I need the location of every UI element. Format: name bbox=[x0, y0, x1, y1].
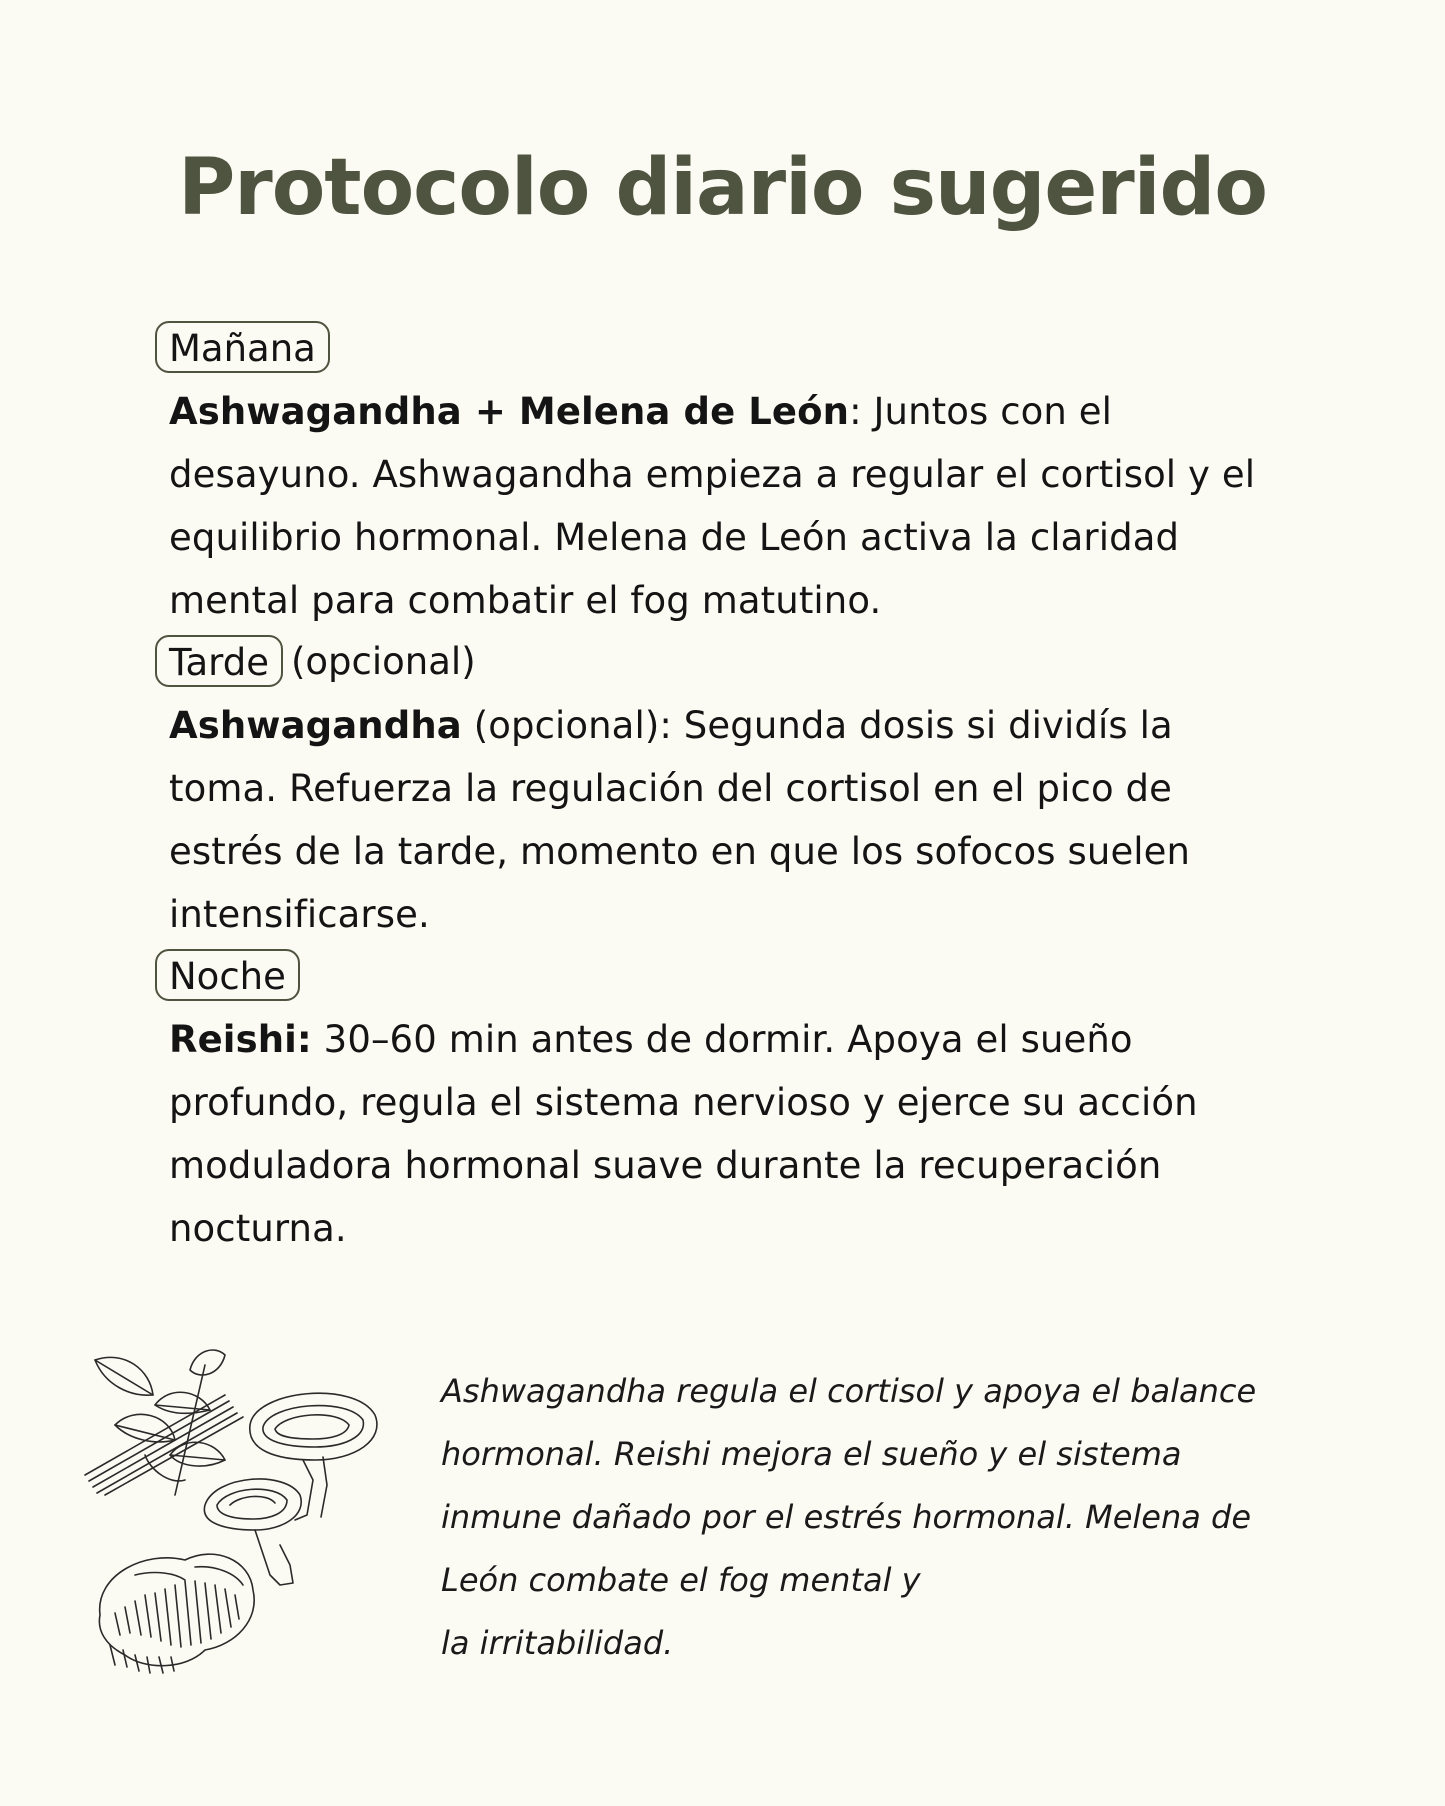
page-title: Protocolo diario sugerido bbox=[178, 143, 1267, 233]
lions-mane-mushroom-icon bbox=[99, 1554, 254, 1673]
afternoon-tag-suffix: (opcional) bbox=[290, 639, 476, 683]
section-label-row bbox=[155, 318, 1285, 376]
section-morning bbox=[155, 318, 1285, 632]
afternoon-description bbox=[169, 694, 1285, 946]
reishi-mushroom-icon bbox=[204, 1393, 377, 1585]
herb-bundle-icon bbox=[85, 1350, 243, 1495]
footer-note-line: Ashwagandha regula el cortisol y apoya el balance bbox=[441, 1372, 1257, 1410]
morning-text: : Juntos con el desayuno. Ashwagandha empieza a regular el cortisol y el equilibrio hormonal. Melena de León activa la claridad mental para combatir el fog matutino. bbox=[169, 390, 1256, 622]
night-text: 30–60 min antes de dormir. Apoya el sueño profundo, regula el sistema nervioso y ejerce su acción moduladora hormonal suave durante la recuperación nocturna. bbox=[169, 1018, 1198, 1250]
footer-note-line: hormonal. Reishi mejora el sueño y el sistema bbox=[441, 1435, 1182, 1473]
morning-tag: Mañana bbox=[155, 321, 330, 373]
afternoon-text: (opcional): Segunda dosis si dividís la toma. Refuerza la regulación del cortisol en el pico de estrés de la tarde, momento en que los sofocos suelen intensificarse. bbox=[169, 704, 1191, 936]
section-label-row bbox=[155, 946, 1285, 1004]
night-description bbox=[169, 1008, 1285, 1260]
morning-description bbox=[169, 380, 1285, 632]
afternoon-supplements: Ashwagandha bbox=[169, 704, 462, 747]
afternoon-tag: Tarde bbox=[155, 635, 283, 687]
night-tag: Noche bbox=[155, 949, 300, 1001]
section-label-row bbox=[155, 632, 1285, 690]
section-night bbox=[155, 946, 1285, 1260]
night-supplements: Reishi: bbox=[169, 1018, 312, 1061]
footer-note bbox=[441, 1360, 1341, 1675]
section-afternoon bbox=[155, 632, 1285, 946]
protocol-content bbox=[155, 318, 1285, 1260]
morning-supplements: Ashwagandha + Melena de León bbox=[169, 390, 850, 433]
footer-note-line: inmune dañado por el estrés hormonal. Melena de bbox=[441, 1498, 1252, 1536]
footer-note-line: la irritabilidad. bbox=[441, 1624, 674, 1662]
footer-note-line: León combate el fog mental y bbox=[441, 1561, 921, 1599]
herbs-illustration bbox=[75, 1345, 405, 1695]
